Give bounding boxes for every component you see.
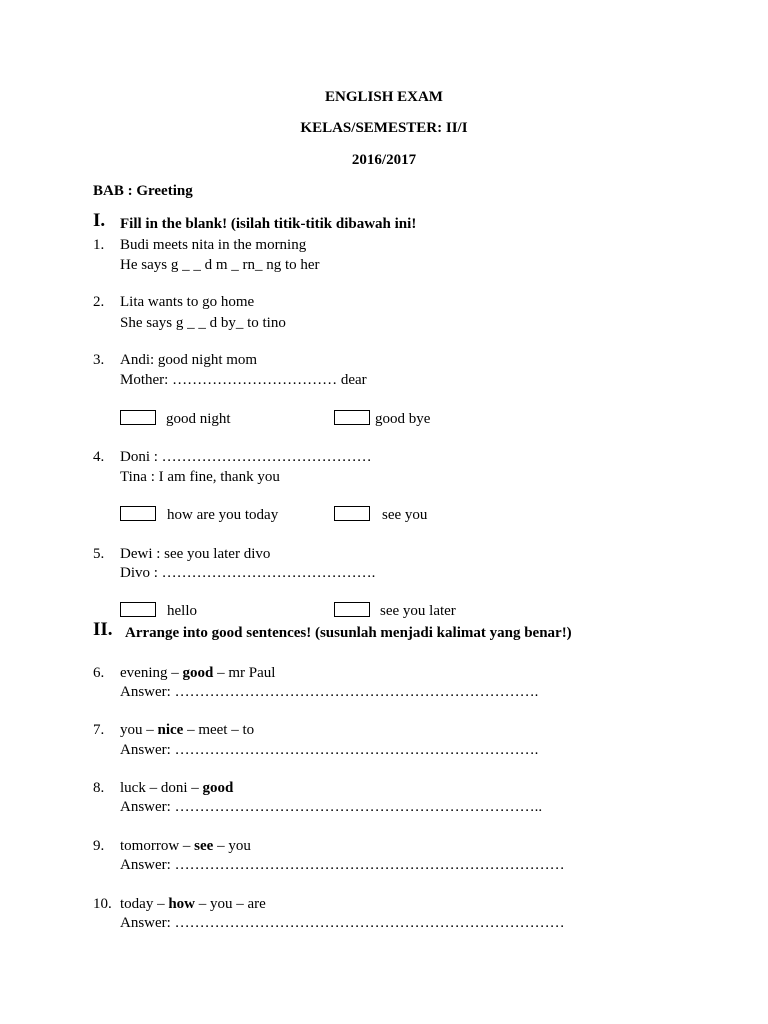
answer-checkbox[interactable] (334, 602, 370, 617)
class-semester: KELAS/SEMESTER: II/I (300, 120, 468, 136)
answer-line[interactable]: Answer: ………………………………………………………………. (120, 742, 539, 758)
question-text: She says g _ _ d by_ to tino (120, 315, 286, 331)
question-text: He says g _ _ d m _ rn_ ng to her (120, 257, 320, 273)
question-text: evening – good – mr Paul (120, 665, 276, 681)
question-number: 7. (93, 722, 105, 738)
option-label: see you (382, 507, 428, 523)
chapter-heading: BAB : Greeting (93, 183, 193, 199)
question-text: Mother: …………………………… dear (120, 372, 367, 388)
answer-checkbox[interactable] (120, 410, 156, 425)
question-number: 5. (93, 546, 105, 562)
question-text: tomorrow – see – you (120, 838, 251, 854)
question-text: Budi meets nita in the morning (120, 237, 307, 253)
question-number: 10. (93, 896, 112, 912)
question-number: 3. (93, 352, 105, 368)
answer-checkbox[interactable] (334, 410, 370, 425)
answer-line[interactable]: Answer: …………………………………………………………………… (120, 857, 565, 873)
answer-line[interactable]: Answer: ………………………………………………………………. (120, 684, 539, 700)
section-2-instruction: Arrange into good sentences! (susunlah menjadi kalimat yang benar!) (125, 625, 572, 641)
section-1-instruction: Fill in the blank! (isilah titik-titik dibawah ini! (120, 216, 417, 232)
option-label: how are you today (167, 507, 279, 523)
option-label: hello (167, 603, 197, 619)
section-1-numeral: I. (93, 210, 106, 231)
question-text: Divo : ……………………………………. (120, 565, 376, 581)
question-text: Doni : …………………………………… (120, 449, 372, 465)
question-text: today – how – you – are (120, 896, 266, 912)
section-2-numeral: II. (93, 619, 113, 640)
answer-checkbox[interactable] (120, 602, 156, 617)
answer-line[interactable]: Answer: …………………………………………………………………… (120, 915, 565, 931)
question-number: 6. (93, 665, 105, 681)
question-text: Tina : I am fine, thank you (120, 469, 280, 485)
option-label: good night (166, 411, 231, 427)
question-number: 1. (93, 237, 105, 253)
question-number: 4. (93, 449, 105, 465)
question-text: Andi: good night mom (120, 352, 258, 368)
answer-checkbox[interactable] (120, 506, 156, 521)
question-number: 9. (93, 838, 105, 854)
page-title: ENGLISH EXAM (325, 89, 443, 105)
question-text: you – nice – meet – to (120, 722, 255, 738)
option-label: good bye (375, 411, 431, 427)
question-text: Lita wants to go home (120, 294, 255, 310)
school-year: 2016/2017 (351, 152, 417, 168)
answer-line[interactable]: Answer: ……………………………………………………………….. (120, 799, 543, 815)
question-text: Dewi : see you later divo (120, 546, 271, 562)
question-number: 8. (93, 780, 105, 796)
answer-checkbox[interactable] (334, 506, 370, 521)
option-label: see you later (380, 603, 456, 619)
question-number: 2. (93, 294, 105, 310)
question-text: luck – doni – good (120, 780, 234, 796)
